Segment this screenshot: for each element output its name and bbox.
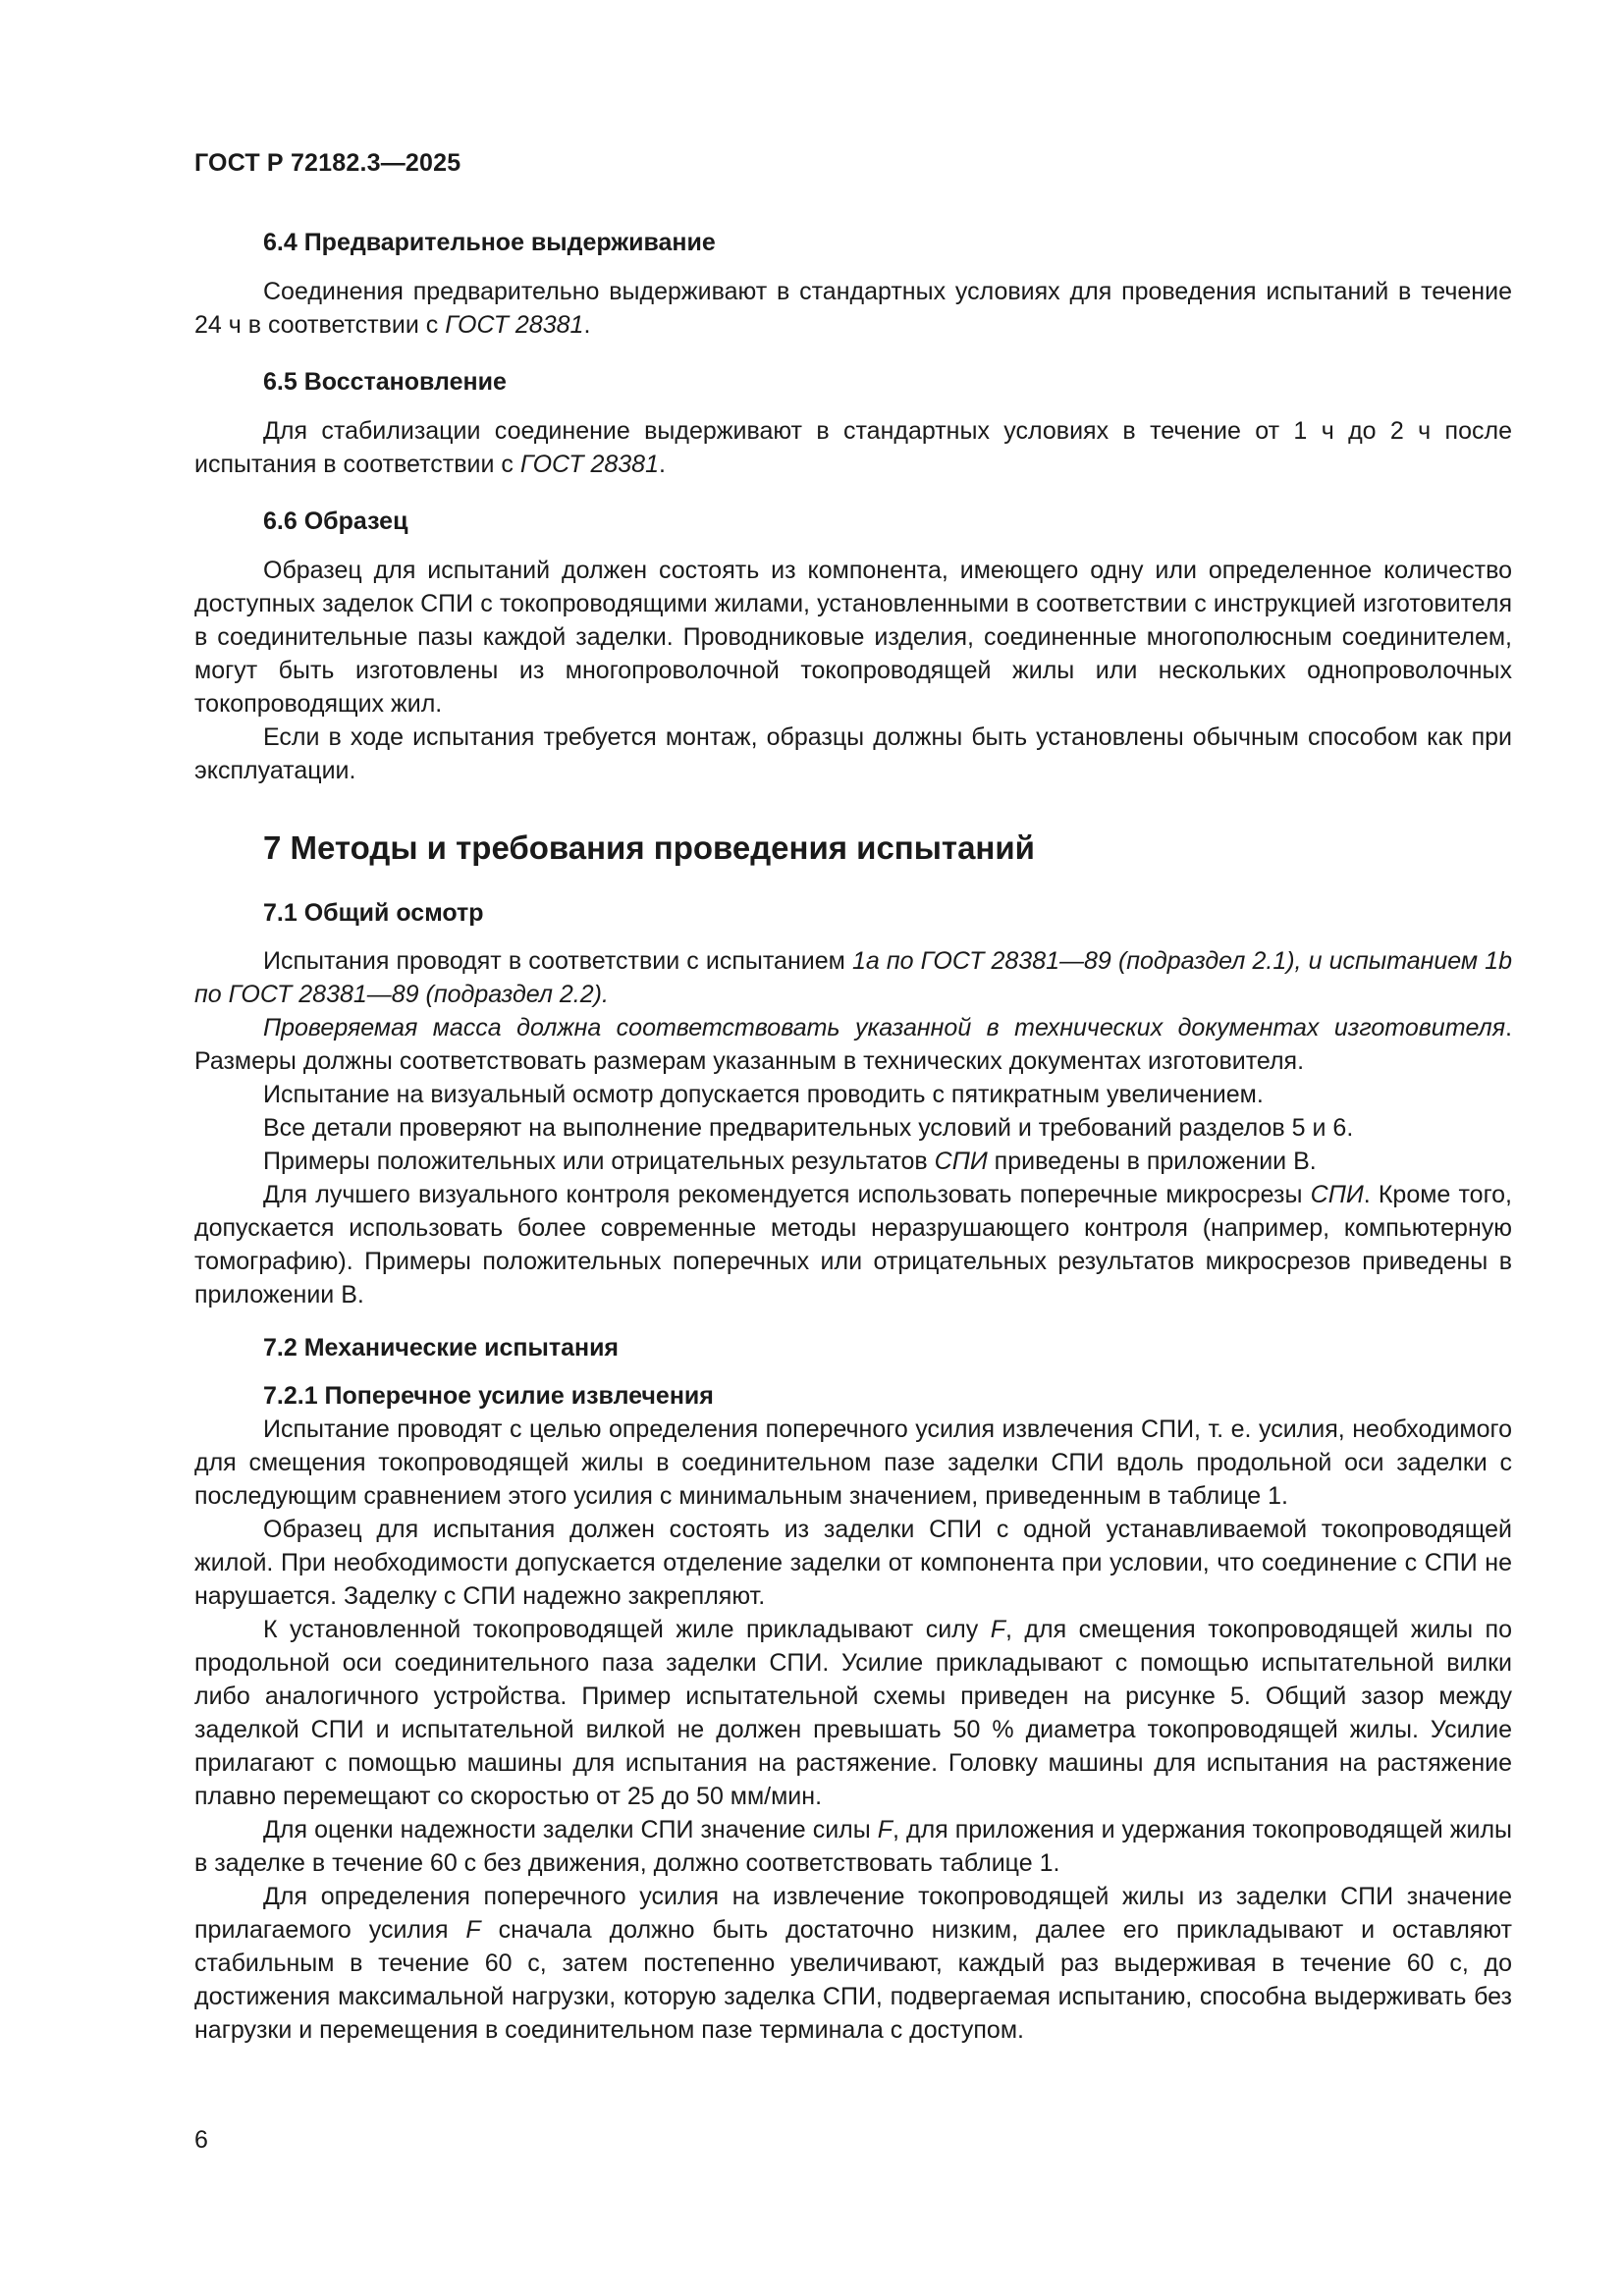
section-7-1-heading: 7.1 Общий осмотр xyxy=(263,899,484,927)
section-6-4-heading: 6.4 Предварительное выдерживание xyxy=(263,229,716,256)
document-code-header: ГОСТ Р 72182.3—2025 xyxy=(194,149,461,177)
section-7-1-paragraph-4: Все детали проверяют на выполнение предварительных условий и требований разделов 5 и 6. xyxy=(263,1114,1354,1142)
section-7-1-body xyxy=(194,944,1512,1311)
section-7-2-1-paragraph-1: Испытание проводят с целью определения поперечного усилия извлечения СПИ, т. е. усилия, необходимого для смещения токопроводящей жилы в соединительном пазе заделки СПИ вдоль продольной оси заделки с последующим сравнением этого усилия с минимальным значением, приведенным в таблице 1. xyxy=(194,1415,1512,1510)
gost-reference: 1а по ГОСТ 28381—89 (подраздел 2.1), и испытанием 1b по ГОСТ 28381—89 (подраздел 2.2). xyxy=(194,947,1512,1008)
section-7-2-1-heading: 7.2.1 Поперечное усилие извлечения xyxy=(263,1382,714,1410)
section-7-2-1-paragraph-5: Для определения поперечного усилия на извлечение токопроводящей жилы из заделки СПИ значение прилагаемого усилия F сначала должно быть достаточно низким, далее его прикладывают и оставляют стабильным в течение 60 с, затем постепенно увеличивают, каждый раз выдерживая в течение 60 с, до достижения максимальной нагрузки, которую заделка СПИ, подвергаемая испытанию, способна выдерживать без нагрузки и перемещения в соединительном пазе терминала с доступом. xyxy=(194,1883,1512,2044)
section-7-1-paragraph-6: Для лучшего визуального контроля рекомендуется использовать поперечные микросрезы СПИ. Кроме того, допускается использовать более современные методы неразрушающего контроля (например, компьютерную томографию). Примеры положительных поперечных или отрицательных результатов микросрезов приведены в приложении В. xyxy=(194,1181,1512,1308)
gost-reference: ГОСТ 28381 xyxy=(445,311,584,339)
page-number: 6 xyxy=(194,2126,208,2154)
section-6-6-heading: 6.6 Образец xyxy=(263,507,408,535)
section-7-2-1-paragraph-2: Образец для испытания должен состоять из заделки СПИ с одной устанавливаемой токопроводящей жилой. При необходимости допускается отделение заделки от компонента при условии, что соединение с СПИ не нарушается. Заделку с СПИ надежно закрепляют. xyxy=(194,1516,1512,1610)
section-6-6-paragraph-2: Если в ходе испытания требуется монтаж, образцы должны быть установлены обычным способом как при эксплуатации. xyxy=(194,723,1512,784)
section-6-5-heading: 6.5 Восстановление xyxy=(263,368,507,396)
section-7-2-heading: 7.2 Механические испытания xyxy=(263,1334,620,1362)
section-6-4-paragraph: Соединения предварительно выдерживают в стандартных условиях для проведения испытаний в течение 24 ч в соответствии с ГОСТ 28381. xyxy=(194,278,1512,339)
section-7-2-1-paragraph-3: К установленной токопроводящей жиле прикладывают силу F, для смещения токопроводящей жилы по продольной оси соединительного паза заделки СПИ. Усилие прикладывают с помощью испытательной вилки либо аналогичного устройства. Пример испытательной схемы приведен на рисунке 5. Общий зазор между заделкой СПИ и испытательной вилкой не должен превышать 50 % диаметра токопроводящей жилы. Усилие прилагают с помощью машины для испытания на растяжение. Головку машины для испытания на растяжение плавно перемещают со скоростью от 25 до 50 мм/мин. xyxy=(194,1616,1512,1810)
section-7-1-paragraph-5: Примеры положительных или отрицательных результатов СПИ приведены в приложении В. xyxy=(263,1148,1317,1175)
section-6-6-paragraph-1: Образец для испытаний должен состоять из компонента, имеющего одну или определенное количество доступных заделок СПИ с токопроводящими жилами, установленными в соответствии с инструкцией изготовителя в соединительные пазы каждой заделки. Проводниковые изделия, соединенные многополюсным соединителем, могут быть изготовлены из многопроволочной токопроводящей жилы или нескольких однопроволочных токопроводящих жил. xyxy=(194,557,1512,718)
section-7-2-1-body xyxy=(194,1413,1512,2047)
section-7-1-paragraph-1: Испытания проводят в соответствии с испытанием 1а по ГОСТ 28381—89 (подраздел 2.1), и испытанием 1b по ГОСТ 28381—89 (подраздел 2.2). xyxy=(194,947,1512,1008)
section-6-5-paragraph: Для стабилизации соединение выдерживают в стандартных условиях в течение от 1 ч до 2 ч после испытания в соответствии с ГОСТ 28381. xyxy=(194,417,1512,478)
section-7-2-1-paragraph-4: Для оценки надежности заделки СПИ значение силы F, для приложения и удержания токопроводящей жилы в заделке в течение 60 с без движения, должно соответствовать таблице 1. xyxy=(194,1816,1512,1877)
section-6-6-body xyxy=(194,554,1512,787)
gost-reference: ГОСТ 28381 xyxy=(519,451,659,478)
section-7-heading: 7 Методы и требования проведения испытаний xyxy=(263,829,1035,866)
section-6-5-body xyxy=(194,414,1512,481)
section-6-4-body xyxy=(194,275,1512,342)
section-7-1-paragraph-2: Проверяемая масса должна соответствовать указанной в технических документах изготовителя. Размеры должны соответствовать размерам указанным в технических документах изготовителя. xyxy=(194,1014,1512,1075)
section-7-1-paragraph-3: Испытание на визуальный осмотр допускается проводить с пятикратным увеличением. xyxy=(263,1081,1264,1108)
